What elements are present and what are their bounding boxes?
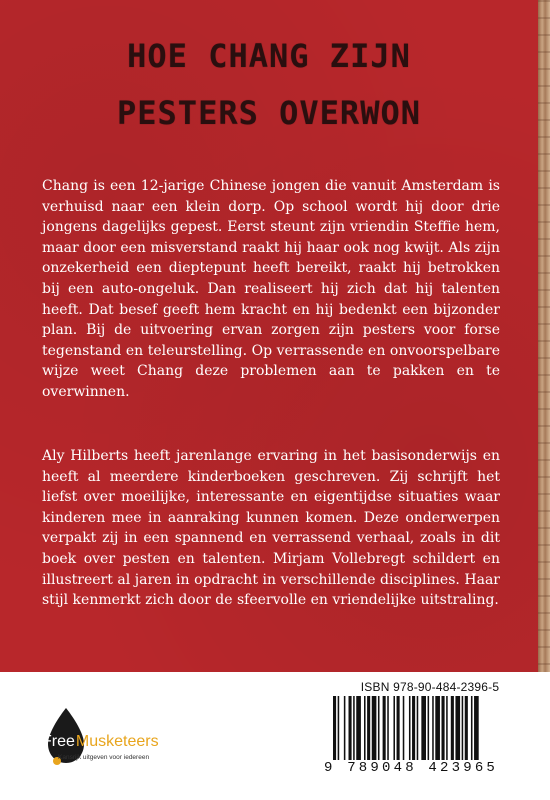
author-blurb xyxy=(42,446,500,611)
story-blurb xyxy=(42,176,500,403)
isbn-barcode xyxy=(333,696,525,760)
publisher-name-musketeers: Musketeers xyxy=(75,733,159,750)
publisher-name-free: Free xyxy=(42,733,75,750)
book-title-line-2: PESTERS OVERWON xyxy=(117,94,421,132)
publisher-tagline: Kansrijk uitgeven voor iedereen xyxy=(58,754,150,761)
author-blurb-text: Aly Hilberts heeft jarenlange ervaring in het basisonderwijs en heeft al meerdere kinderboeken geschreven. Zij schrijft het liefst over moeilijke, interessante en eigentijdse situaties waar kinderen mee in aanraking kunnen komen. Deze onderwerpen verpakt zij in een spannend en verrassend verhaal, zoals in dit boek over pesten en talenten. Mirjam Vollebregt schildert en illustreert al jaren in opdracht in verschillende disciplines. Haar stijl kenmerkt zich door de sfeervolle en vriendelijke uitstraling. xyxy=(42,448,500,609)
story-blurb-text: Chang is een 12-jarige Chinese jongen die vanuit Amsterdam is verhuisd naar een klein dorp. Op school wordt hij door drie jongens dagelijks gepest. Eerst steunt zijn vriendin Steffie hem, maar door een misverstand raakt hij haar ook nog kwijt. Als zijn onzekerheid een dieptepunt heeft bereikt, raakt hij betrokken bij een auto-ongeluk. Dan realiseert hij zich dat hij talenten heeft. Dat besef geeft hem kracht en hij bedenkt een bijzonder plan. Bij de uitvoering ervan zorgen zijn pesters voor forse tegenstand en teleurstelling. Op verrassende en onvoorspelbare wijze weet Chang deze problemen aan te pakken en te overwinnen. xyxy=(42,178,500,400)
book-title-line-1: HOE CHANG ZIJN xyxy=(127,37,411,75)
wood-spine-strip xyxy=(538,0,550,672)
isbn-barcode-digits: 9 789048 423965 xyxy=(324,760,499,776)
isbn-label: ISBN 978-90-484-2396-5 xyxy=(360,680,500,694)
publisher-name xyxy=(42,733,159,751)
publisher-logo xyxy=(38,698,208,778)
